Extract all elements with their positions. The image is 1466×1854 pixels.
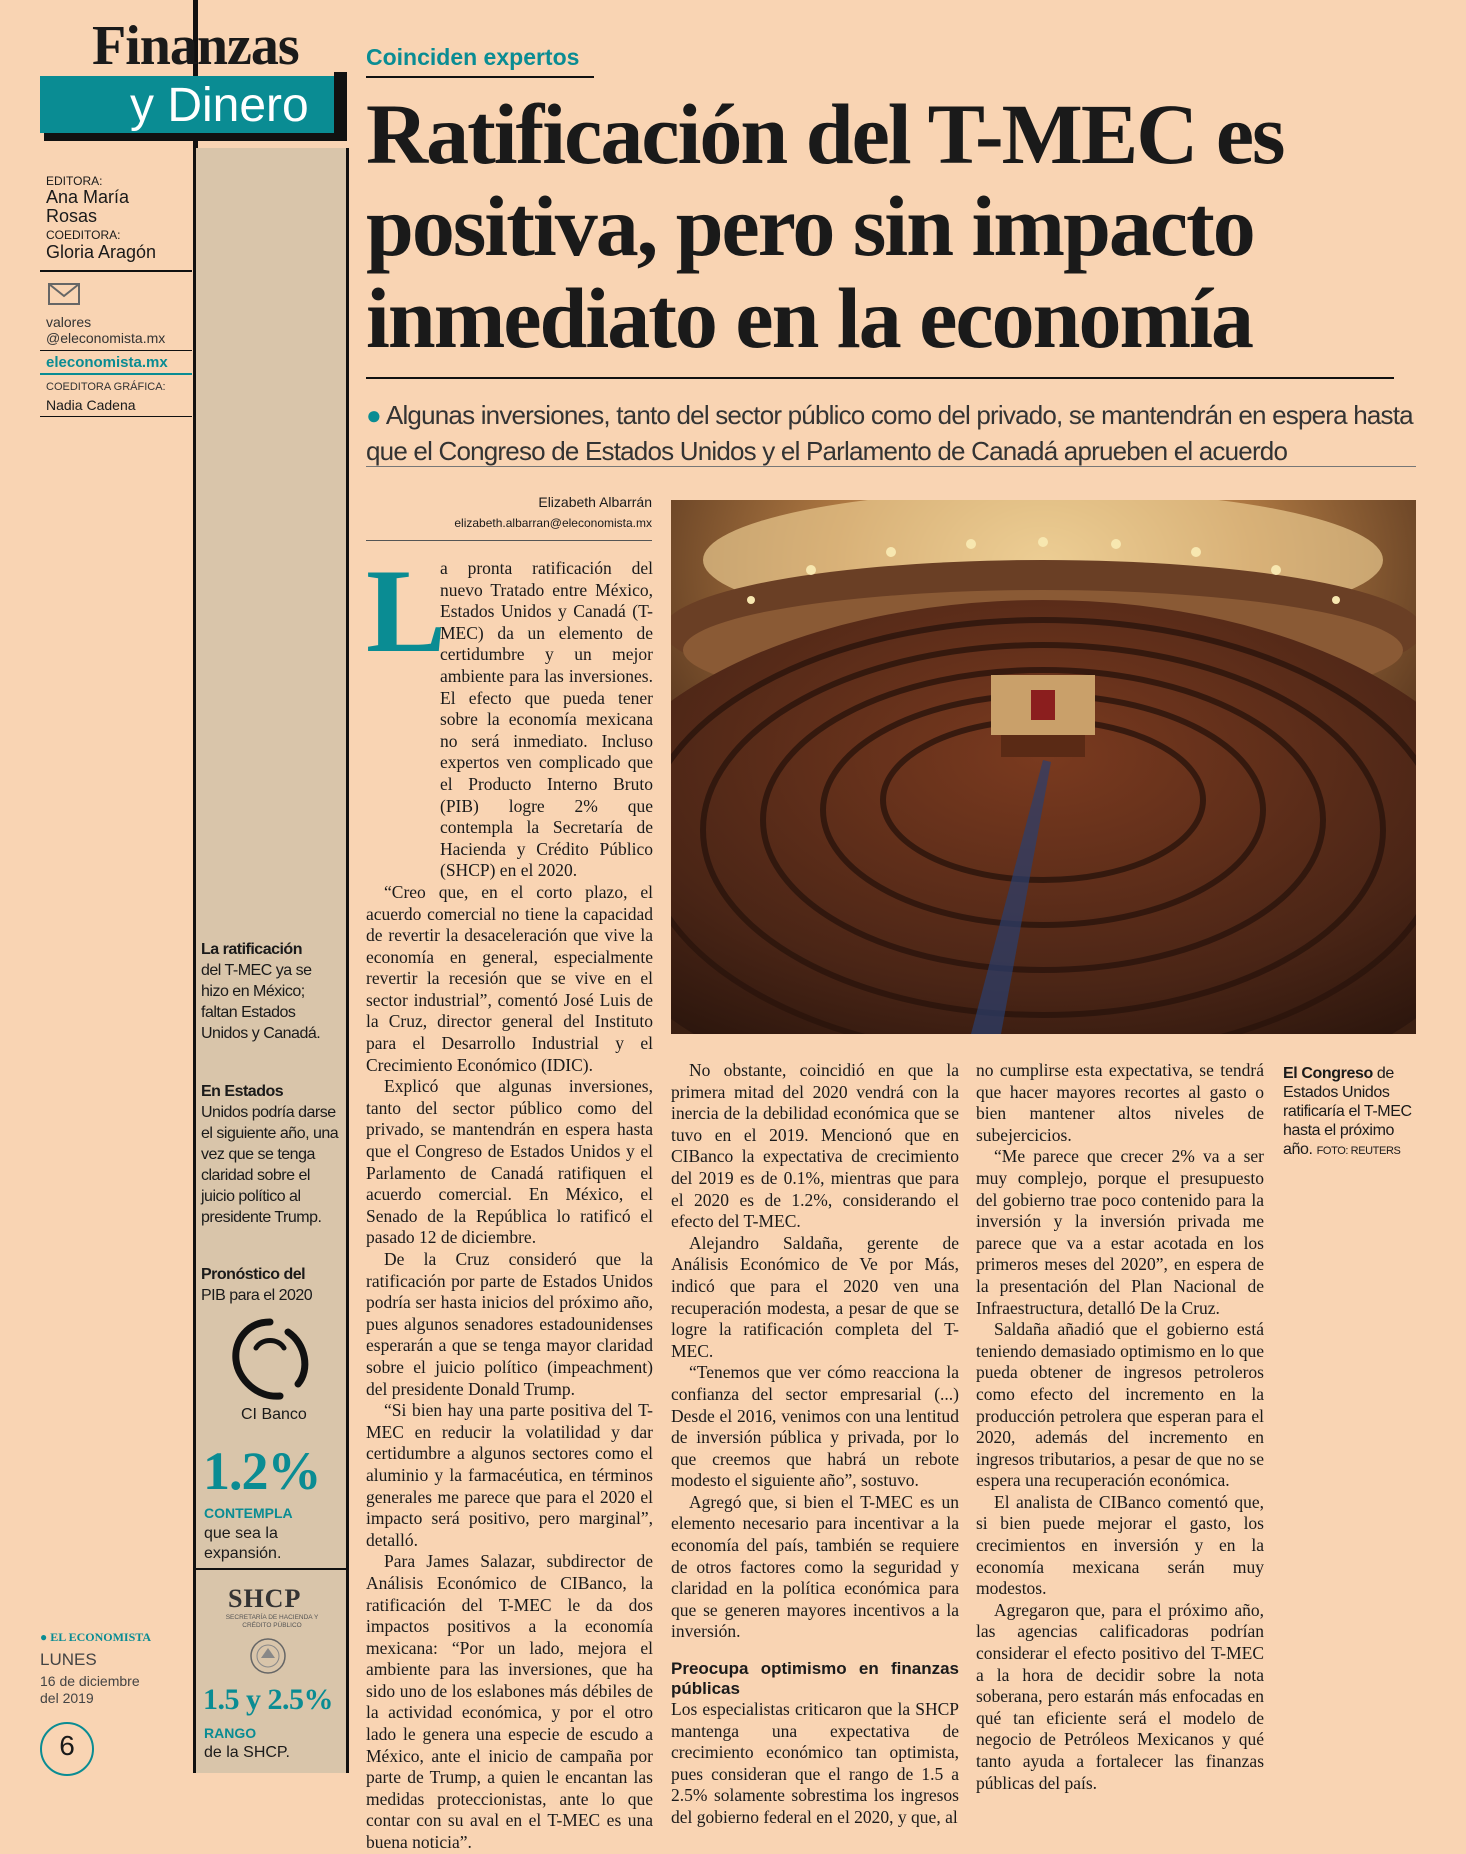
shcp-desc: de la SHCP. xyxy=(204,1744,290,1761)
editora-name-line2: Rosas xyxy=(46,206,98,226)
article-column-3 xyxy=(976,1060,1264,1794)
coeditora-label: COEDITORA: xyxy=(46,228,121,242)
section-title-top: Finanzas xyxy=(92,15,299,77)
col1-paragraph: “Si bien hay una parte positiva del T-MEC en reducir la volatilidad y dar certidumbre a algunos sectores como el aluminio y la farmacéutica, en términos generales me parece que para el 2020 el impacto será positivo, pero marginal”, detalló. xyxy=(366,1400,653,1550)
sidebar-bank-divider xyxy=(196,1568,346,1570)
grafica-divider xyxy=(40,416,192,417)
email-contact xyxy=(46,314,165,346)
col1-paragraph: De la Cruz consideró que la ratificación por parte de Estados Unidos podría ser hasta inicios del próximo año, pues algunos senadores estadounidenses esperarán a que se tenga mayor claridad sobre el juicio político (impeachment) del presidente Donald Trump. xyxy=(366,1249,653,1399)
coeditora-name: Gloria Aragón xyxy=(46,242,157,262)
footer-date-line1: 16 de diciembre xyxy=(40,1673,140,1689)
congress-photo xyxy=(671,500,1416,1034)
note2-text: Unidos podría darse el siguiente año, una vez que se tenga claridad sobre el juicio político al presidente Trump. xyxy=(201,1104,339,1226)
article-column-1 xyxy=(366,544,653,1854)
article-kicker: Coinciden expertos xyxy=(366,44,580,70)
forecast-heading xyxy=(201,1264,341,1306)
footer-paper-text: EL ECONOMISTA xyxy=(50,1630,152,1644)
author-email[interactable]: elizabeth.albarran@eleconomista.mx xyxy=(454,516,652,530)
grafica-name: Nadia Cadena xyxy=(46,397,136,413)
col3-paragraph: Agregaron que, para el próximo año, las agencias calificadoras podrían considerar el efecto positivo del T-MEC a la hora de decidir sobre la nota soberana, pero estarán más enfocadas en qué tan eficiente será el modelo de negocio de Petróleos Mexicanos y qué tanto ayuda a fortalecer las finanzas públicas del país. xyxy=(976,1599,1264,1793)
summary-text: Algunas inversiones, tanto del sector público como del privado, se mantendrán en espera hasta que el Congreso de Estados Unidos y el Parlamento de Canadá aprueben el acuerdo xyxy=(366,400,1413,466)
cibanco-name: CI Banco xyxy=(241,1406,307,1423)
col1-paragraph: Para James Salazar, subdirector de Análisis Económico de CIBanco, la ratificación del T-MEC le da dos impactos positivos a la economía mexicana: “Por un lado, mejora el ambiente para las inversiones, que ha sido uno de los eslabones más débiles de la actividad económica, y por el otro lado le genera una especie de escudo a México, ante el inicio de campaña por parte de Trump, a quien le encantan las medidas proteccionistas, ante lo que contar con su aval en el T-MEC es una buena noticia”. xyxy=(366,1551,653,1853)
note2-bold: En Estados xyxy=(201,1083,284,1100)
byline-rule xyxy=(366,540,652,541)
caption-credit: FOTO: REUTERS xyxy=(1316,1145,1401,1157)
note1-bold: La ratificación xyxy=(201,941,302,958)
photo-caption xyxy=(1283,1064,1423,1161)
col2-paragraph: No obstante, coincidió en que la primera mitad del 2020 vendrá con la inercia de la debilidad económica que se tuvo en el 2019. Mencionó que en CIBanco la expectativa de crecimiento del 2019 es de 0.1%, mientras que para el 2020 es de 1.2%, considerando el efecto del T-MEC. xyxy=(671,1060,959,1232)
col1-paragraph: Explicó que algunas inversiones, tanto del sector público como del privado, se mantendrán en espera hasta que el Congreso de Estados Unidos y el Parlamento de Canadá ratifiquen el acuerdo comercial. En México, el Senado de la República lo ratificó el pasado 12 de diciembre. xyxy=(366,1076,653,1248)
article-headline: Ratificación del T-MEC es positiva, pero sin impacto inmediato en la economía xyxy=(366,86,1284,366)
footer-date xyxy=(40,1673,140,1707)
col1-paragraph: “Creo que, en el corto plazo, el acuerdo comercial no tiene la capacidad de revertir la desaceleración que vive la economía en general, especialmente revertir la recesión que se vive en el sector industrial”, comentó José Luis de la Cruz, director general del Instituto para el Desarrollo Industrial y el Crecimiento Económico (IDIC). xyxy=(366,881,653,1075)
website-underline xyxy=(40,373,192,375)
shcp-label: RANGO xyxy=(204,1725,257,1741)
summary-bullet-icon: ● xyxy=(366,400,381,430)
cibanco-value: 1.2% xyxy=(203,1441,321,1501)
editora-name-line1: Ana María xyxy=(46,187,130,207)
envelope-icon xyxy=(48,283,80,310)
footer-date-line2: del 2019 xyxy=(40,1690,94,1706)
col3-paragraph: Saldaña añadió que el gobierno está teniendo demasiado optimismo en lo que pueda obtener de ingresos petroleros como efecto del incremento en la producción petrolera que esperan para el 2020, además del incremento en ingresos tributarios, a pesar de que no se espera una recuperación económica. xyxy=(976,1319,1264,1491)
cibanco-logo-icon xyxy=(228,1318,312,1409)
caption-bold: El Congreso xyxy=(1283,1065,1373,1082)
shcp-value: 1.5 y 2.5% xyxy=(203,1683,333,1716)
kicker-rule xyxy=(366,76,594,78)
sidebar-rule xyxy=(346,148,349,1773)
byline xyxy=(366,494,652,530)
col3-paragraph: El analista de CIBanco comentó que, si bien puede mejorar el gasto, los crecimientos en inversión y en la economía mexicana serán muy modestos. xyxy=(976,1491,1264,1599)
shcp-seal-icon xyxy=(248,1636,288,1681)
page-number: 6 xyxy=(59,1730,75,1761)
col2-paragraph: Agregó que, si bien el T-MEC es un elemento necesario para incentivar a la economía del país, también se requiere de otros factores como la seguridad y claridad en la política económica para que se generen mayores incentivos a la inversión. xyxy=(671,1491,959,1642)
sidebar-note-2 xyxy=(201,1081,344,1228)
col2-paragraph: “Tenemos que ver cómo reacciona la confianza del sector empresarial (...) Desde el 2016, venimos con una lentitud de inversión pública y privada, por lo que creemos que habrá un rebote modesto el siguiente año”, sostuvo. xyxy=(671,1362,959,1491)
col3-paragraph: no cumplirse esta expectativa, se tendrá que hacer mayores recortes al gasto o bien mantener altos niveles de subejercicios. xyxy=(976,1060,1264,1145)
col2-paragraph: Alejandro Saldaña, gerente de Análisis Económico de Ve por Más, indicó que para el 2020 ven una recuperación modesta, a pesar de que se logre la ratificación completa del T-MEC. xyxy=(671,1232,959,1361)
col2-paragraph: Los especialistas criticaron que la SHCP mantenga una expectativa de crecimiento económico tan optimista, pues consideran que el rango de 1.5 a 2.5% solamente sobrestima los ingresos del gobierno federal en el 2020, y que, al xyxy=(671,1699,959,1827)
col3-paragraph: “Me parece que crecer 2% va a ser muy complejo, porque el presupuesto del gobierno trae poco contenido para la inversión y la inversión privada me parece que va a estar acotada en los primeros meses del 2020”, en espera de la presentación del Plan Nacional de Infraestructura, detalló De la Cruz. xyxy=(976,1146,1264,1318)
email-line2: @eleconomista.mx xyxy=(46,330,166,346)
email-divider xyxy=(40,350,192,351)
summary-rule xyxy=(366,466,1416,467)
forecast-bold: Pronóstico del xyxy=(201,1266,306,1283)
logo-shadow xyxy=(44,133,347,141)
grafica-label: COEDITORA GRÁFICA: xyxy=(46,381,166,393)
sidebar-note-1 xyxy=(201,939,341,1044)
drop-cap: L xyxy=(366,544,447,677)
credits-block xyxy=(46,174,196,262)
col1-paragraph: a pronta ratificación del nuevo Tratado entre México, Estados Unidos y Canadá (T-MEC) da un elemento de certidumbre y un mejor ambiente para las inversiones. El efecto que pueda tener sobre la economía mexicana no será inmediato. Incluso expertos ven complicado que el Producto Interno Bruto (PIB) logre 2% que contempla la Secretaría de Hacienda y Crédito Público (SHCP) en el 2020. xyxy=(440,558,653,881)
cibanco-desc: que sea la expansión. xyxy=(204,1525,282,1562)
footer-day: LUNES xyxy=(40,1650,97,1669)
email-line1: valores xyxy=(46,314,92,330)
note1-text: del T-MEC ya se hizo en México; faltan Estados Unidos y Canadá. xyxy=(201,962,321,1042)
headline-rule xyxy=(366,377,1394,379)
forecast-text: PIB para el 2020 xyxy=(201,1287,313,1304)
website-link[interactable]: eleconomista.mx xyxy=(46,354,168,371)
section-title-bottom: y Dinero xyxy=(130,79,309,132)
caption-text: de Estados Unidos ratificaría el T-MEC hasta el próximo año. xyxy=(1283,1065,1412,1158)
cibanco-label: CONTEMPLA xyxy=(204,1505,293,1521)
editora-label: EDITORA: xyxy=(46,174,103,188)
footer-paper-name: ● EL ECONOMISTA xyxy=(40,1630,152,1644)
article-column-2 xyxy=(671,1060,959,1829)
logo-shadow-side xyxy=(334,72,347,141)
shcp-name: SHCP xyxy=(228,1584,302,1613)
col2-subhead: Preocupa optimismo en finanzas públicas xyxy=(671,1659,959,1699)
author-name: Elizabeth Albarrán xyxy=(538,494,652,510)
credits-divider xyxy=(40,270,192,272)
article-summary xyxy=(366,397,1416,469)
shcp-subname: SECRETARÍA DE HACIENDA Y CRÉDITO PÚBLICO xyxy=(225,1614,319,1629)
